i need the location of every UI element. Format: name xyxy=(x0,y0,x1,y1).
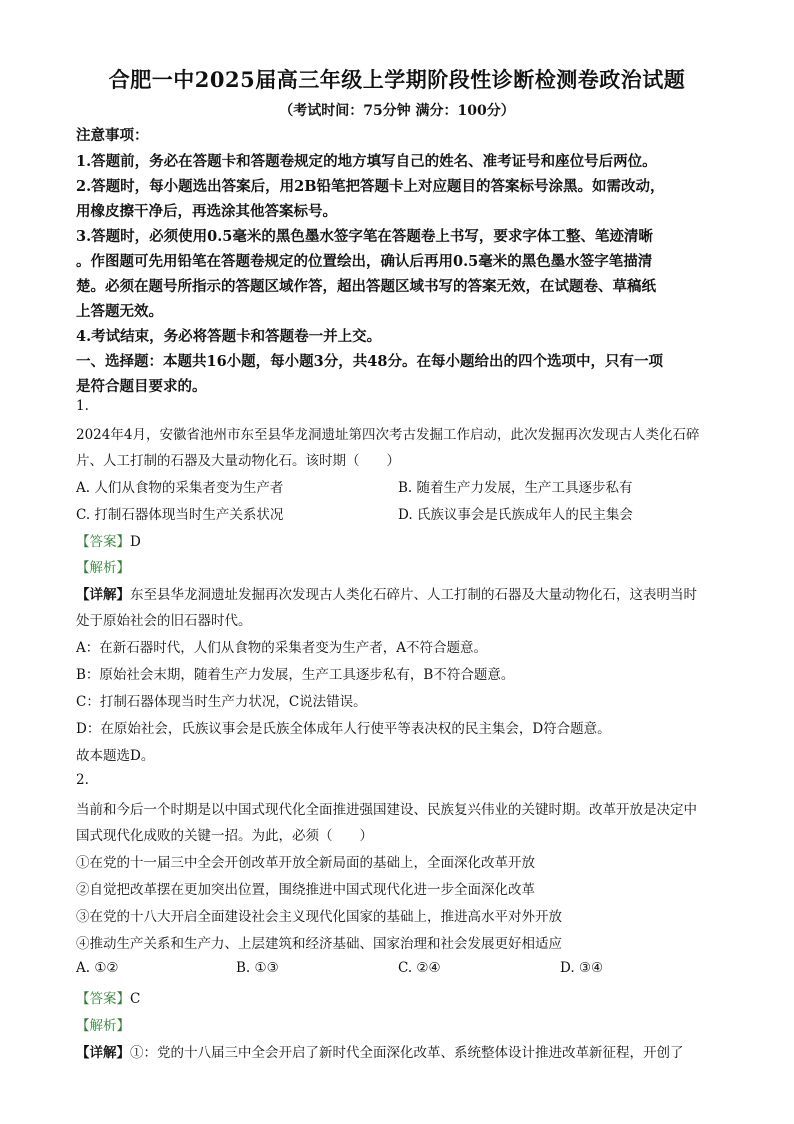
q1-detail-b: B：原始社会末期，随着生产力发展，生产工具逐步私有，B不符合题意。 xyxy=(76,667,515,683)
answer-tag: 【答案】 xyxy=(76,534,130,550)
note-3-line-4: 上答题无效。 xyxy=(76,303,163,320)
q2-option-c: C. ②④ xyxy=(398,960,441,976)
q1-detail-line-1 xyxy=(76,583,697,603)
q2-detail-text-1: ①：党的十八届三中全会开启了新时代全面深化改革、系统整体设计推进改革新征程，开创了 xyxy=(130,1045,684,1061)
note-1: 1.答题前，务必在答题卡和答题卷规定的地方填写自己的姓名、准考证号和座位号后两位。 xyxy=(76,153,657,170)
q1-stem-line-2: 片、人工打制的石器及大量动物化石。该时期（ ） xyxy=(76,453,400,469)
q2-option-a: A. ①② xyxy=(76,960,119,976)
q1-option-a: A. 人们从食物的采集者变为生产者 xyxy=(76,480,284,496)
q1-detail-c: C：打制石器体现当时生产力状况，C说法错误。 xyxy=(76,694,367,710)
q1-option-d: D. 氏族议事会是氏族成年人的民主集会 xyxy=(398,507,633,523)
q1-detail-text-1: 东至县华龙洞遗址发掘再次发现古人类化石碎片、人工打制的石器及大量动物化石，这表明当时 xyxy=(130,587,697,603)
q1-answer-row xyxy=(76,530,141,550)
note-3-line-3: 楚。必须在题号所指示的答题区域作答，超出答题区域书写的答案无效，在试题卷、草稿纸 xyxy=(76,278,656,295)
section-heading-line-1: 一、选择题：本题共16小题，每小题3分，共48分。在每小题给出的四个选项中，只有一项 xyxy=(76,353,663,370)
note-2-line-2: 用橡皮擦干净后，再选涂其他答案标号。 xyxy=(76,203,337,220)
note-3-line-2: 。作图题可先用铅笔在答题卷规定的位置绘出，确认后再用0.5毫米的黑色墨水签字笔描清 xyxy=(76,253,653,270)
q2-statement-3: ③在党的十八大开启全面建设社会主义现代化国家的基础上，推进高水平对外开放 xyxy=(76,909,562,925)
q2-statement-1: ①在党的十一届三中全会开创改革开放全新局面的基础上，全面深化改革开放 xyxy=(76,855,535,871)
note-3-line-1: 3.答题时，必须使用0.5毫米的黑色墨水签字笔在答题卷上书写，要求字体工整、笔迹清晰 xyxy=(76,228,653,245)
q2-analysis-tag: 【解析】 xyxy=(76,1018,130,1034)
q2-stem-line-2: 国式现代化成败的关键一招。为此，必须（ ） xyxy=(76,828,373,844)
q2-statement-4: ④推动生产关系和生产力、上层建筑和经济基础、国家治理和社会发展更好相适应 xyxy=(76,936,562,952)
q2-answer: C xyxy=(130,991,141,1007)
q2-option-d: D. ③④ xyxy=(560,960,604,976)
note-4: 4.考试结束，务必将答题卡和答题卷一并上交。 xyxy=(76,328,382,345)
q2-statement-2: ②自觉把改革摆在更加突出位置，围绕推进中国式现代化进一步全面深化改革 xyxy=(76,882,535,898)
q1-conclusion: 故本题选D。 xyxy=(76,748,155,764)
q2-stem-line-1: 当前和今后一个时期是以中国式现代化全面推进强国建设、民族复兴伟业的关键时期。改革开放是决定中 xyxy=(76,802,697,818)
section-heading-line-2: 是符合题目要求的。 xyxy=(76,378,207,395)
notes-heading: 注意事项： xyxy=(76,127,149,144)
detail-tag: 【详解】 xyxy=(76,587,130,603)
q1-answer: D xyxy=(130,534,141,550)
q1-detail-a: A：在新石器时代，人们从食物的采集者变为生产者，A不符合题意。 xyxy=(76,640,487,656)
q2-option-b: B. ①③ xyxy=(236,960,279,976)
detail-tag: 【详解】 xyxy=(76,1045,130,1061)
q2-answer-row xyxy=(76,987,140,1007)
exam-subtitle: （考试时间：75分钟 满分：100分） xyxy=(279,103,515,119)
note-2-line-1: 2.答题时，每小题选出答案后，用2B铅笔把答题卡上对应题目的答案标号涂黑。如需改动， xyxy=(76,178,665,195)
answer-tag: 【答案】 xyxy=(76,991,130,1007)
q1-detail-d: D：在原始社会，氏族议事会是氏族全体成年人行使平等表决权的民主集会，D符合题意。 xyxy=(76,721,611,737)
q1-detail-line-2: 处于原始社会的旧石器时代。 xyxy=(76,613,252,629)
q1-analysis-tag: 【解析】 xyxy=(76,560,130,576)
q1-option-c: C. 打制石器体现当时生产关系状况 xyxy=(76,507,284,523)
q2-number: 2. xyxy=(76,772,89,788)
page-title: 合肥一中2025届高三年级上学期阶段性诊断检测卷政治试题 xyxy=(108,67,686,92)
q1-number: 1. xyxy=(76,398,89,414)
q2-detail-line-1 xyxy=(76,1041,684,1061)
q1-stem-line-1: 2024年4月，安徽省池州市东至县华龙洞遗址第四次考古发掘工作启动，此次发掘再次发现古人类化石碎 xyxy=(76,427,700,443)
q1-option-b: B. 随着生产力发展，生产工具逐步私有 xyxy=(398,480,633,496)
